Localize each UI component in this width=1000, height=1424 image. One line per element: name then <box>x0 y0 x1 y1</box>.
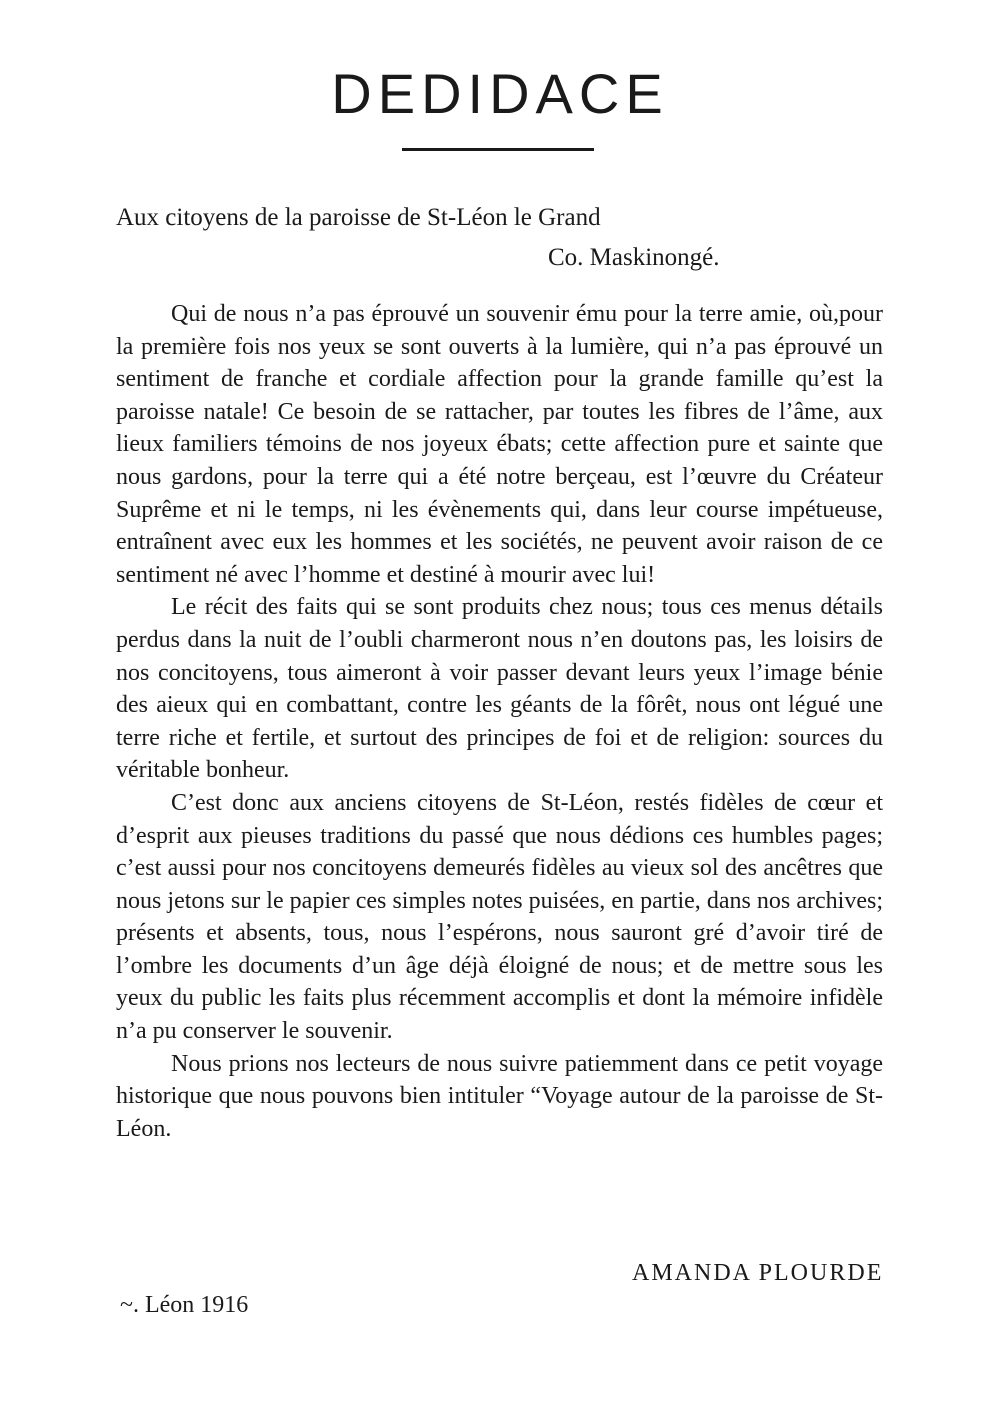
dedication-line-2: Co. Maskinongé. <box>548 244 720 271</box>
place-date: ~. Léon 1916 <box>120 1292 249 1318</box>
paragraph: Le récit des faits qui se sont produits chez nous; tous ces menus détails perdus dans la nuit de l’oubli charmeront nous n’en doutons pas, les loisirs de nos concitoyens, tous aimeront à voir passer devant leurs yeux l’image bénie des aieux qui en combattant, contre les géants de la fôrêt, nous ont légué une terre riche et fertile, et surtout des principes de foi et de religion: sources du véritable bonheur. <box>116 594 883 784</box>
paragraph: Nous prions nos lecteurs de nous suivre patiemment dans ce petit voyage historique que nous pouvons bien intituler “Voyage autour de la paroisse de St-Léon. <box>116 1050 883 1142</box>
dedication-line-1: Aux citoyens de la paroisse de St-Léon le Grand <box>116 204 601 231</box>
paragraph: Qui de nous n’a pas éprouvé un souvenir ému pour la terre amie, où,pour la première fois nos yeux se sont ouverts à la lumière, qui n’a pas éprouvé un sentiment de franche et cordiale affection pour la grande famille qu’est la paroisse natale! Ce besoin de se rattacher, par toutes les fibres de l’âme, aux lieux familiers témoins de nos joyeux ébats; cette affection pure et sainte que nous gardons, pour la terre qui a été notre berçeau, est l’œuvre du Créateur Suprême et ni le temps, ni les évènements qui, dans leur course impétueuse, entraînent avec eux les hommes et les sociétés, ne peuvent avoir raison de ce sentiment né avec l’homme et destiné à mourir avec lui! <box>116 301 883 588</box>
page-title: DEDIDACE <box>331 62 669 125</box>
body-text <box>116 298 883 1145</box>
paragraph: C’est donc aux anciens citoyens de St-Léon, restés fidèles de cœur et d’esprit aux pieuses traditions du passé que nous dédions ces humbles pages; c’est aussi pour nos concitoyens demeurés fidèles au vieux sol des ancêtres que nous jetons sur le papier ces simples notes puisées, en partie, dans nos archives; présents et absents, tous, nous l’espérons, nous sauront gré d’avoir tiré de l’ombre les documents d’un âge déjà éloigné de nous; et de mettre sous les yeux du public les faits plus récemment accomplis et dont la mémoire infidèle n’a pu conserver le souvenir. <box>116 789 883 1045</box>
title-divider <box>402 148 594 151</box>
author-signature: AMANDA PLOURDE <box>632 1260 884 1286</box>
